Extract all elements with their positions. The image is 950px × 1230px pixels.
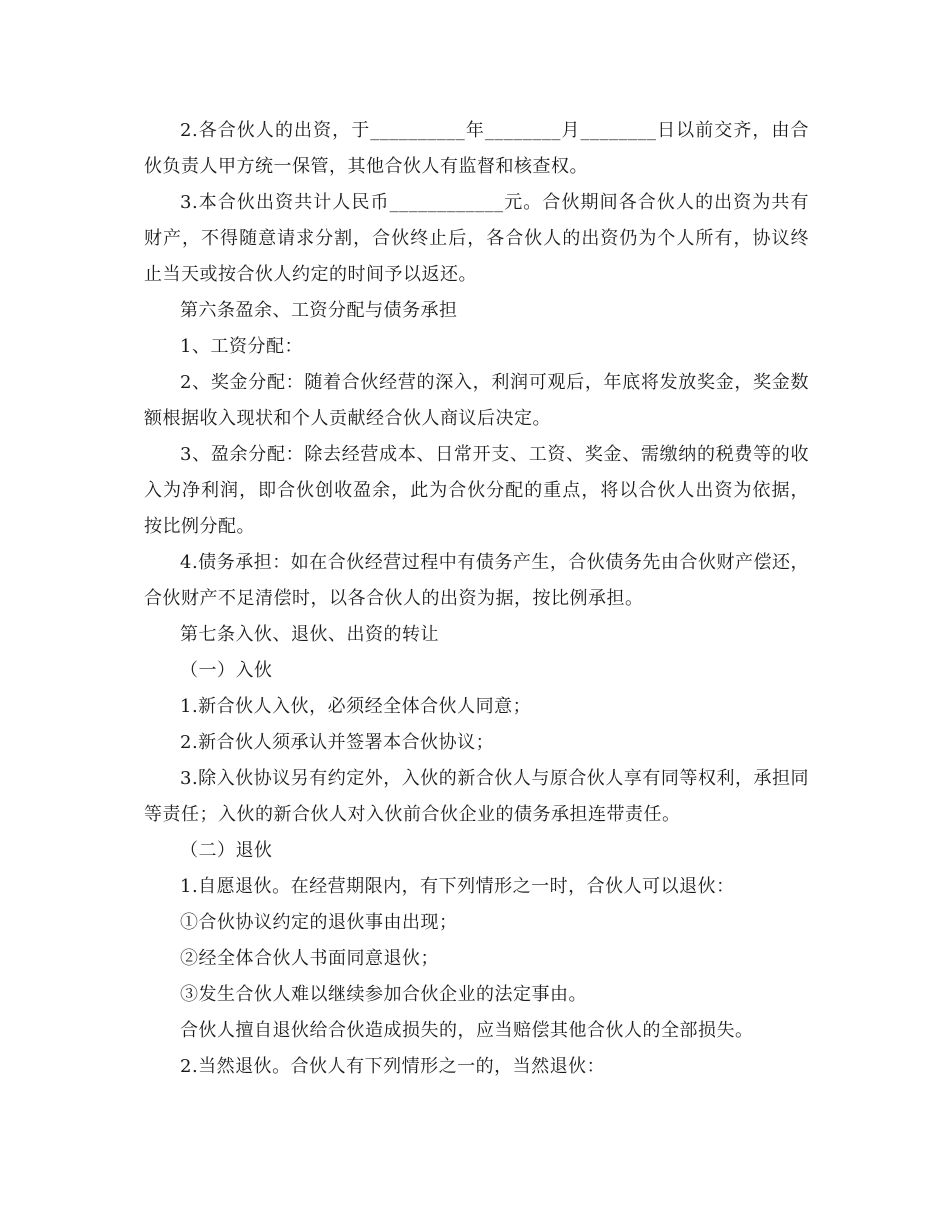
paragraph-joining-sign: 2.新合伙人须承认并签署本合伙协议； <box>180 732 495 753</box>
paragraph-automatic-withdrawal: 2.当然退伙。合伙人有下列情形之一的，当然退伙： <box>180 1056 606 1077</box>
section-heading-article-6: 第六条盈余、工资分配与债务承担 <box>180 300 458 321</box>
list-item-withdrawal-3: ③发生合伙人难以继续参加合伙企业的法定事由。 <box>180 984 587 1005</box>
paragraph-total-contribution: 3.本合伙出资共计人民币____________元。合伙期间各合伙人的出资为共有财产，不得随意请求分割，合伙终止后，各合伙人的出资仍为个人所有，协议终止当天或按合伙人约定的时间予以返还。 <box>144 192 809 285</box>
paragraph-bonus-distribution: 2、奖金分配：随着合伙经营的深入，利润可观后，年底将发放奖金，奖金数额根据收入现状和个人贡献经合伙人商议后决定。 <box>144 372 809 429</box>
paragraph-surplus-distribution: 3、盈余分配：除去经营成本、日常开支、工资、奖金、需缴纳的税费等的收入为净利润，即合伙创收盈余，此为合伙分配的重点，将以合伙人出资为依据，按比例分配。 <box>144 444 809 537</box>
list-item-withdrawal-2: ②经全体合伙人书面同意退伙； <box>180 948 439 969</box>
paragraph-contribution-deadline: 2.各合伙人的出资，于__________年________月________日以前交齐，由合伙负责人甲方统一保管，其他合伙人有监督和核查权。 <box>144 120 809 177</box>
paragraph-joining-consent: 1.新合伙人入伙，必须经全体合伙人同意； <box>180 696 532 717</box>
section-heading-article-7: 第七条入伙、退伙、出资的转让 <box>180 624 439 645</box>
list-item-withdrawal-1: ①合伙协议约定的退伙事由出现； <box>180 912 458 933</box>
paragraph-debt-bearing: 4.债务承担：如在合伙经营过程中有债务产生，合伙债务先由合伙财产偿还，合伙财产不足清偿时，以各合伙人的出资为据，按比例承担。 <box>144 552 809 609</box>
subheading-joining: （一）入伙 <box>180 660 273 681</box>
subheading-withdrawal: （二）退伙 <box>180 840 273 861</box>
document-body <box>144 113 809 1085</box>
paragraph-wage-distribution: 1、工资分配： <box>180 336 303 357</box>
paragraph-voluntary-withdrawal: 1.自愿退伙。在经营期限内，有下列情形之一时，合伙人可以退伙： <box>180 876 735 897</box>
paragraph-joining-rights: 3.除入伙协议另有约定外，入伙的新合伙人与原合伙人享有同等权利，承担同等责任；入伙的新合伙人对入伙前合伙企业的债务承担连带责任。 <box>144 768 809 825</box>
paragraph-unauthorized-withdrawal: 合伙人擅自退伙给合伙造成损失的，应当赔偿其他合伙人的全部损失。 <box>180 1020 754 1041</box>
